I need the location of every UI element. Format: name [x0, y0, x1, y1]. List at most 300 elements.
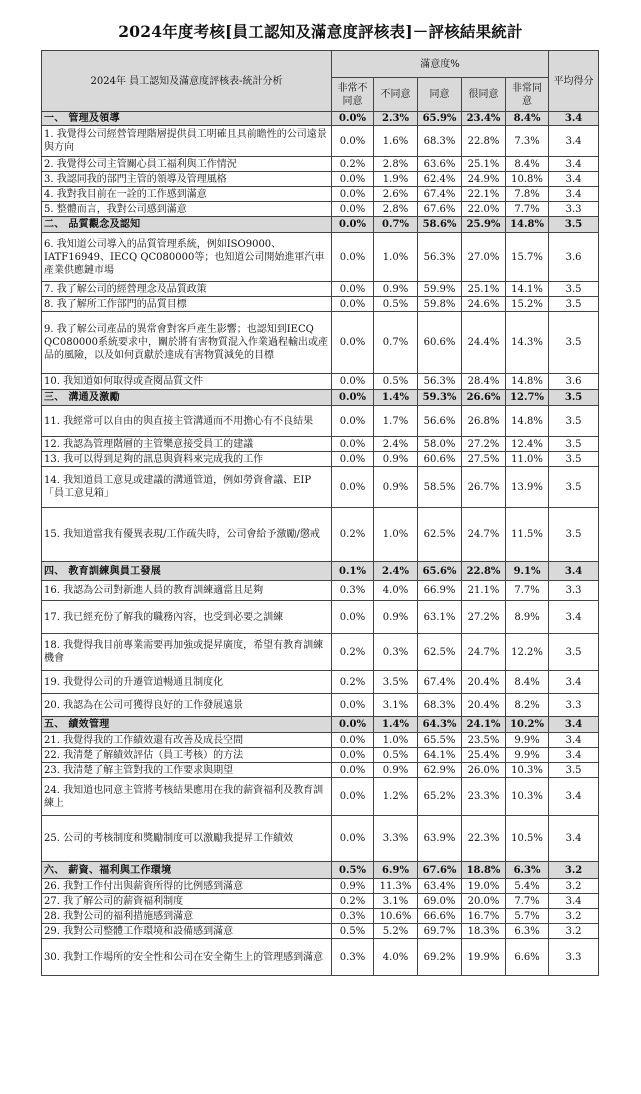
cell-strongly-agree: 12.4% — [506, 437, 549, 452]
question-text: 10. 我知道如何取得或查閱品質文件 — [42, 374, 332, 390]
cell-disagree: 1.0% — [374, 733, 418, 748]
column-strongly-agree: 非常同意 — [506, 78, 549, 112]
cell-strongly-disagree: 0.0% — [332, 282, 374, 297]
table-row — [42, 733, 599, 748]
cell-strongly-agree-mid: 27.0% — [462, 233, 506, 282]
question-text: 12. 我認為管理階層的主管樂意接受員工的建議 — [42, 437, 332, 452]
cell-disagree: 1.6% — [374, 126, 418, 157]
cell-disagree: 0.7% — [374, 217, 418, 233]
cell-agree: 66.6% — [418, 909, 462, 924]
cell-agree: 60.6% — [418, 452, 462, 467]
cell-average-score: 3.5 — [549, 763, 599, 778]
cell-disagree: 0.5% — [374, 374, 418, 390]
cell-average-score: 3.5 — [549, 406, 599, 437]
cell-strongly-agree: 11.0% — [506, 452, 549, 467]
section-title: 一、 管理及領導 — [42, 112, 332, 126]
cell-average-score: 3.6 — [549, 233, 599, 282]
cell-strongly-disagree: 0.0% — [332, 601, 374, 634]
cell-strongly-agree-mid: 18.3% — [462, 924, 506, 939]
cell-strongly-agree: 9.9% — [506, 748, 549, 763]
cell-average-score: 3.4 — [549, 894, 599, 909]
cell-average-score: 3.5 — [549, 312, 599, 374]
cell-strongly-agree: 10.3% — [506, 763, 549, 778]
question-text: 24. 我知道也同意主管將考核結果應用在我的薪資福利及教育訓練上 — [42, 778, 332, 816]
section-title: 五、 績效管理 — [42, 717, 332, 733]
cell-agree: 59.9% — [418, 282, 462, 297]
section-title: 六、 薪資、福利與工作環境 — [42, 862, 332, 879]
cell-average-score: 3.3 — [549, 694, 599, 717]
cell-strongly-agree-mid: 25.9% — [462, 217, 506, 233]
cell-disagree: 1.0% — [374, 508, 418, 562]
cell-agree: 64.3% — [418, 717, 462, 733]
cell-agree: 65.2% — [418, 778, 462, 816]
cell-strongly-agree: 6.3% — [506, 862, 549, 879]
cell-strongly-disagree: 0.0% — [332, 202, 374, 217]
table-header — [42, 51, 599, 112]
cell-strongly-disagree: 0.2% — [332, 157, 374, 172]
cell-agree: 69.7% — [418, 924, 462, 939]
cell-strongly-agree-mid: 22.8% — [462, 562, 506, 581]
cell-strongly-disagree: 0.2% — [332, 634, 374, 671]
cell-strongly-agree: 5.7% — [506, 909, 549, 924]
cell-average-score: 3.5 — [549, 217, 599, 233]
cell-strongly-agree: 10.8% — [506, 172, 549, 187]
cell-strongly-agree-mid: 19.0% — [462, 879, 506, 894]
analysis-header: 2024年 員工認知及滿意度評核表-統計分析 — [42, 51, 332, 112]
question-text: 30. 我對工作場所的安全性和公司在安全衛生上的管理感到滿意 — [42, 939, 332, 976]
cell-strongly-agree-mid: 25.1% — [462, 157, 506, 172]
cell-agree: 62.5% — [418, 508, 462, 562]
table-row — [42, 157, 599, 172]
cell-strongly-disagree: 0.2% — [332, 894, 374, 909]
question-text: 22. 我清楚了解績效評估（員工考核）的方法 — [42, 748, 332, 763]
cell-strongly-agree-mid: 28.4% — [462, 374, 506, 390]
table-row — [42, 374, 599, 390]
cell-average-score: 3.5 — [549, 282, 599, 297]
table-row — [42, 172, 599, 187]
cell-disagree: 0.9% — [374, 452, 418, 467]
cell-strongly-disagree: 0.0% — [332, 390, 374, 406]
cell-agree: 58.6% — [418, 217, 462, 233]
cell-strongly-agree-mid: 16.7% — [462, 909, 506, 924]
cell-strongly-agree: 7.7% — [506, 894, 549, 909]
cell-disagree: 1.4% — [374, 390, 418, 406]
cell-strongly-agree-mid: 24.6% — [462, 297, 506, 312]
results-table — [41, 50, 599, 976]
question-text: 15. 我知道當我有優異表現/工作疏失時，公司會給予激勵/懲戒 — [42, 508, 332, 562]
cell-strongly-agree: 10.5% — [506, 816, 549, 862]
page-title: 2024年度考核[員工認知及滿意度評核表]－評核結果統計 — [118, 22, 523, 41]
cell-disagree: 0.7% — [374, 312, 418, 374]
cell-strongly-disagree: 0.0% — [332, 452, 374, 467]
cell-disagree: 10.6% — [374, 909, 418, 924]
section-row — [42, 717, 599, 733]
cell-strongly-agree: 5.4% — [506, 879, 549, 894]
cell-average-score: 3.5 — [549, 508, 599, 562]
cell-strongly-disagree: 0.0% — [332, 694, 374, 717]
question-text: 2. 我覺得公司主管關心員工福利與工作情況 — [42, 157, 332, 172]
cell-strongly-agree-mid: 22.1% — [462, 187, 506, 202]
cell-strongly-agree-mid: 26.7% — [462, 467, 506, 508]
cell-strongly-disagree: 0.0% — [332, 312, 374, 374]
cell-strongly-agree: 7.7% — [506, 581, 549, 601]
cell-agree: 56.6% — [418, 406, 462, 437]
question-text: 21. 我覺得我的工作績效還有改善及成長空間 — [42, 733, 332, 748]
cell-disagree: 3.3% — [374, 816, 418, 862]
cell-agree: 60.6% — [418, 312, 462, 374]
cell-strongly-agree: 14.3% — [506, 312, 549, 374]
cell-average-score: 3.5 — [549, 297, 599, 312]
table-row — [42, 894, 599, 909]
question-text: 16. 我認為公司對新進人員的教育訓練適當且足夠 — [42, 581, 332, 601]
cell-strongly-disagree: 0.3% — [332, 909, 374, 924]
cell-disagree: 6.9% — [374, 862, 418, 879]
cell-disagree: 2.4% — [374, 437, 418, 452]
cell-disagree: 4.0% — [374, 939, 418, 976]
cell-agree: 62.5% — [418, 634, 462, 671]
cell-disagree: 0.5% — [374, 748, 418, 763]
question-text: 5. 整體而言，我對公司感到滿意 — [42, 202, 332, 217]
cell-average-score: 3.6 — [549, 374, 599, 390]
cell-average-score: 3.2 — [549, 862, 599, 879]
cell-strongly-agree: 8.4% — [506, 671, 549, 694]
cell-strongly-disagree: 0.0% — [332, 374, 374, 390]
cell-agree: 63.1% — [418, 601, 462, 634]
cell-disagree: 0.3% — [374, 634, 418, 671]
cell-strongly-agree-mid: 24.7% — [462, 508, 506, 562]
cell-agree: 65.6% — [418, 562, 462, 581]
cell-strongly-agree-mid: 22.8% — [462, 126, 506, 157]
cell-strongly-agree-mid: 24.1% — [462, 717, 506, 733]
cell-strongly-agree-mid: 26.0% — [462, 763, 506, 778]
table-row — [42, 601, 599, 634]
cell-average-score: 3.4 — [549, 126, 599, 157]
cell-disagree: 2.8% — [374, 157, 418, 172]
cell-agree: 56.3% — [418, 233, 462, 282]
cell-strongly-agree: 7.8% — [506, 187, 549, 202]
table-row — [42, 126, 599, 157]
cell-strongly-agree-mid: 26.8% — [462, 406, 506, 437]
cell-strongly-agree-mid: 21.1% — [462, 581, 506, 601]
cell-average-score: 3.2 — [549, 924, 599, 939]
cell-agree: 67.4% — [418, 671, 462, 694]
cell-strongly-agree: 8.2% — [506, 694, 549, 717]
cell-strongly-agree: 14.8% — [506, 374, 549, 390]
table-row — [42, 909, 599, 924]
cell-agree: 67.6% — [418, 862, 462, 879]
cell-strongly-agree: 12.7% — [506, 390, 549, 406]
table-row — [42, 939, 599, 976]
cell-strongly-agree: 13.9% — [506, 467, 549, 508]
question-text: 28. 我對公司的福利措施感到滿意 — [42, 909, 332, 924]
cell-strongly-disagree: 0.3% — [332, 581, 374, 601]
cell-strongly-disagree: 0.0% — [332, 437, 374, 452]
cell-agree: 67.6% — [418, 202, 462, 217]
cell-agree: 59.3% — [418, 390, 462, 406]
cell-average-score: 3.5 — [549, 467, 599, 508]
question-text: 14. 我知道員工意見或建議的溝通管道，例如勞資會議、EIP「員工意見箱」 — [42, 467, 332, 508]
cell-agree: 63.6% — [418, 157, 462, 172]
cell-strongly-agree: 8.4% — [506, 112, 549, 126]
table-row — [42, 816, 599, 862]
question-text: 4. 我對我目前在一詮的工作感到滿意 — [42, 187, 332, 202]
cell-agree: 69.2% — [418, 939, 462, 976]
cell-disagree: 2.4% — [374, 562, 418, 581]
cell-disagree: 0.9% — [374, 467, 418, 508]
cell-average-score: 3.5 — [549, 634, 599, 671]
cell-strongly-disagree: 0.0% — [332, 778, 374, 816]
table-row — [42, 233, 599, 282]
cell-agree: 62.9% — [418, 763, 462, 778]
cell-average-score: 3.4 — [549, 172, 599, 187]
cell-disagree: 11.3% — [374, 879, 418, 894]
table-row — [42, 187, 599, 202]
cell-strongly-disagree: 0.1% — [332, 562, 374, 581]
question-text: 7. 我了解公司的經營理念及品質政策 — [42, 282, 332, 297]
question-text: 27. 我了解公司的薪資福利制度 — [42, 894, 332, 909]
question-text: 17. 我已經充份了解我的職務內容，也受到必要之訓練 — [42, 601, 332, 634]
question-text: 3. 我認同我的部門主管的領導及管理風格 — [42, 172, 332, 187]
cell-agree: 63.4% — [418, 879, 462, 894]
cell-disagree: 1.2% — [374, 778, 418, 816]
cell-strongly-disagree: 0.5% — [332, 924, 374, 939]
cell-disagree: 5.2% — [374, 924, 418, 939]
cell-agree: 56.3% — [418, 374, 462, 390]
cell-strongly-disagree: 0.0% — [332, 217, 374, 233]
column-strongly-agree-mid: 很同意 — [462, 78, 506, 112]
cell-disagree: 1.4% — [374, 717, 418, 733]
table-row — [42, 581, 599, 601]
question-text: 6. 我知道公司導入的品質管理系統，例如ISO9000、IATF16949、IECQ QC080000等；也知道公司開始進軍汽車產業供應鏈市場 — [42, 233, 332, 282]
cell-average-score: 3.4 — [549, 601, 599, 634]
cell-average-score: 3.2 — [549, 909, 599, 924]
question-text: 1. 我覺得公司經營管理階層提供員工明確且具前瞻性的公司遠景與方向 — [42, 126, 332, 157]
cell-strongly-agree: 6.3% — [506, 924, 549, 939]
cell-strongly-agree: 10.3% — [506, 778, 549, 816]
cell-strongly-agree-mid: 25.4% — [462, 748, 506, 763]
table-row — [42, 694, 599, 717]
section-row — [42, 562, 599, 581]
question-text: 11. 我經常可以自由的與直接主管溝通而不用擔心有不良結果 — [42, 406, 332, 437]
table-row — [42, 297, 599, 312]
cell-strongly-agree-mid: 22.3% — [462, 816, 506, 862]
cell-disagree: 2.6% — [374, 187, 418, 202]
question-text: 13. 我可以得到足夠的訊息與資料來完成我的工作 — [42, 452, 332, 467]
cell-disagree: 1.0% — [374, 233, 418, 282]
cell-strongly-disagree: 0.0% — [332, 733, 374, 748]
table-row — [42, 634, 599, 671]
column-agree: 同意 — [418, 78, 462, 112]
table-row — [42, 924, 599, 939]
cell-strongly-disagree: 0.0% — [332, 112, 374, 126]
section-title: 二、 品質觀念及認知 — [42, 217, 332, 233]
cell-average-score: 3.4 — [549, 187, 599, 202]
cell-agree: 66.9% — [418, 581, 462, 601]
cell-strongly-agree: 7.3% — [506, 126, 549, 157]
cell-average-score: 3.3 — [549, 939, 599, 976]
cell-strongly-agree: 12.2% — [506, 634, 549, 671]
cell-strongly-agree-mid: 25.1% — [462, 282, 506, 297]
cell-average-score: 3.4 — [549, 112, 599, 126]
cell-strongly-disagree: 0.2% — [332, 508, 374, 562]
question-text: 26. 我對工作付出與薪資所得的比例感到滿意 — [42, 879, 332, 894]
cell-agree: 67.4% — [418, 187, 462, 202]
cell-average-score: 3.4 — [549, 717, 599, 733]
question-text: 25. 公司的考核制度和獎勵制度可以激勵我提昇工作績效 — [42, 816, 332, 862]
cell-strongly-agree-mid: 20.0% — [462, 894, 506, 909]
column-strongly-disagree: 非常不同意 — [332, 78, 374, 112]
cell-strongly-disagree: 0.0% — [332, 816, 374, 862]
cell-strongly-disagree: 0.0% — [332, 126, 374, 157]
table-row — [42, 748, 599, 763]
question-text: 20. 我認為在公司可獲得良好的工作發展遠景 — [42, 694, 332, 717]
cell-average-score: 3.5 — [549, 452, 599, 467]
section-row — [42, 390, 599, 406]
cell-average-score: 3.4 — [549, 816, 599, 862]
question-text: 23. 我清楚了解主管對我的工作要求與期望 — [42, 763, 332, 778]
cell-strongly-agree: 9.1% — [506, 562, 549, 581]
cell-strongly-agree: 14.1% — [506, 282, 549, 297]
cell-agree: 58.5% — [418, 467, 462, 508]
section-title: 三、 溝通及激勵 — [42, 390, 332, 406]
cell-average-score: 3.4 — [549, 733, 599, 748]
section-title: 四、 教育訓練與員工發展 — [42, 562, 332, 581]
cell-strongly-agree: 11.5% — [506, 508, 549, 562]
cell-agree: 64.1% — [418, 748, 462, 763]
cell-strongly-disagree: 0.2% — [332, 671, 374, 694]
question-text: 9. 我了解公司產品的異常會對客戶產生影響；也認知到IECQ QC080000系統要求中，關於將有害物質混入作業過程輸出或產品的風險，以及如何貢獻於達成有害物質減免的目標 — [42, 312, 332, 374]
cell-strongly-agree-mid: 26.6% — [462, 390, 506, 406]
table-row — [42, 778, 599, 816]
cell-disagree: 0.9% — [374, 282, 418, 297]
cell-disagree: 2.3% — [374, 112, 418, 126]
cell-average-score: 3.3 — [549, 581, 599, 601]
cell-agree: 63.9% — [418, 816, 462, 862]
cell-strongly-agree-mid: 20.4% — [462, 671, 506, 694]
cell-average-score: 3.3 — [549, 202, 599, 217]
cell-strongly-agree: 8.9% — [506, 601, 549, 634]
cell-agree: 65.5% — [418, 733, 462, 748]
cell-agree: 59.8% — [418, 297, 462, 312]
cell-disagree: 1.7% — [374, 406, 418, 437]
cell-agree: 58.0% — [418, 437, 462, 452]
question-text: 19. 我覺得公司的升遷管道暢通且制度化 — [42, 671, 332, 694]
cell-strongly-agree-mid: 23.5% — [462, 733, 506, 748]
cell-disagree: 1.9% — [374, 172, 418, 187]
cell-disagree: 3.5% — [374, 671, 418, 694]
table-row — [42, 312, 599, 374]
cell-strongly-disagree: 0.0% — [332, 172, 374, 187]
cell-agree: 62.4% — [418, 172, 462, 187]
cell-strongly-disagree: 0.0% — [332, 297, 374, 312]
table-row — [42, 202, 599, 217]
cell-strongly-disagree: 0.3% — [332, 939, 374, 976]
cell-strongly-disagree: 0.9% — [332, 879, 374, 894]
cell-strongly-disagree: 0.0% — [332, 187, 374, 202]
average-score-header: 平均得分 — [549, 51, 599, 112]
cell-strongly-agree-mid: 27.5% — [462, 452, 506, 467]
table-row — [42, 452, 599, 467]
cell-disagree: 0.9% — [374, 763, 418, 778]
cell-disagree: 0.9% — [374, 601, 418, 634]
section-row — [42, 217, 599, 233]
cell-average-score: 3.4 — [549, 748, 599, 763]
cell-agree: 69.0% — [418, 894, 462, 909]
section-row — [42, 112, 599, 126]
cell-strongly-agree: 14.8% — [506, 406, 549, 437]
cell-strongly-agree: 6.6% — [506, 939, 549, 976]
cell-strongly-agree: 7.7% — [506, 202, 549, 217]
cell-strongly-disagree: 0.0% — [332, 748, 374, 763]
cell-strongly-agree-mid: 23.3% — [462, 778, 506, 816]
question-text: 29. 我對公司整體工作環境和設備感到滿意 — [42, 924, 332, 939]
cell-strongly-agree-mid: 27.2% — [462, 437, 506, 452]
cell-strongly-agree-mid: 24.9% — [462, 172, 506, 187]
cell-strongly-agree: 9.9% — [506, 733, 549, 748]
cell-strongly-agree: 14.8% — [506, 217, 549, 233]
cell-strongly-agree-mid: 23.4% — [462, 112, 506, 126]
cell-average-score: 3.2 — [549, 879, 599, 894]
cell-strongly-agree-mid: 24.7% — [462, 634, 506, 671]
cell-average-score: 3.4 — [549, 157, 599, 172]
table-row — [42, 406, 599, 437]
cell-average-score: 3.5 — [549, 437, 599, 452]
cell-strongly-agree-mid: 19.9% — [462, 939, 506, 976]
cell-disagree: 3.1% — [374, 694, 418, 717]
cell-strongly-agree: 15.2% — [506, 297, 549, 312]
table-row — [42, 437, 599, 452]
cell-agree: 68.3% — [418, 126, 462, 157]
cell-strongly-agree-mid: 27.2% — [462, 601, 506, 634]
table-row — [42, 508, 599, 562]
satisfaction-header: 滿意度% — [332, 51, 549, 78]
cell-strongly-disagree: 0.0% — [332, 717, 374, 733]
cell-strongly-agree: 15.7% — [506, 233, 549, 282]
table-row — [42, 879, 599, 894]
cell-strongly-agree: 8.4% — [506, 157, 549, 172]
cell-strongly-disagree: 0.0% — [332, 763, 374, 778]
cell-average-score: 3.4 — [549, 671, 599, 694]
cell-strongly-agree: 10.2% — [506, 717, 549, 733]
cell-agree: 68.3% — [418, 694, 462, 717]
cell-strongly-agree-mid: 18.8% — [462, 862, 506, 879]
cell-strongly-disagree: 0.0% — [332, 406, 374, 437]
question-text: 8. 我了解所工作部門的品質目標 — [42, 297, 332, 312]
cell-strongly-agree-mid: 24.4% — [462, 312, 506, 374]
section-row — [42, 862, 599, 879]
cell-strongly-disagree: 0.5% — [332, 862, 374, 879]
cell-average-score: 3.4 — [549, 778, 599, 816]
cell-disagree: 0.5% — [374, 297, 418, 312]
table-row — [42, 671, 599, 694]
cell-strongly-agree-mid: 22.0% — [462, 202, 506, 217]
cell-strongly-disagree: 0.0% — [332, 467, 374, 508]
cell-average-score: 3.4 — [549, 562, 599, 581]
cell-disagree: 3.1% — [374, 894, 418, 909]
cell-strongly-agree-mid: 20.4% — [462, 694, 506, 717]
cell-agree: 65.9% — [418, 112, 462, 126]
table-row — [42, 763, 599, 778]
column-disagree: 不同意 — [374, 78, 418, 112]
cell-disagree: 4.0% — [374, 581, 418, 601]
cell-disagree: 2.8% — [374, 202, 418, 217]
question-text: 18. 我覺得我目前專業需要再加強或提昇廣度，希望有教育訓練機會 — [42, 634, 332, 671]
cell-average-score: 3.5 — [549, 390, 599, 406]
cell-strongly-disagree: 0.0% — [332, 233, 374, 282]
table-body — [42, 112, 599, 976]
table-row — [42, 467, 599, 508]
table-row — [42, 282, 599, 297]
